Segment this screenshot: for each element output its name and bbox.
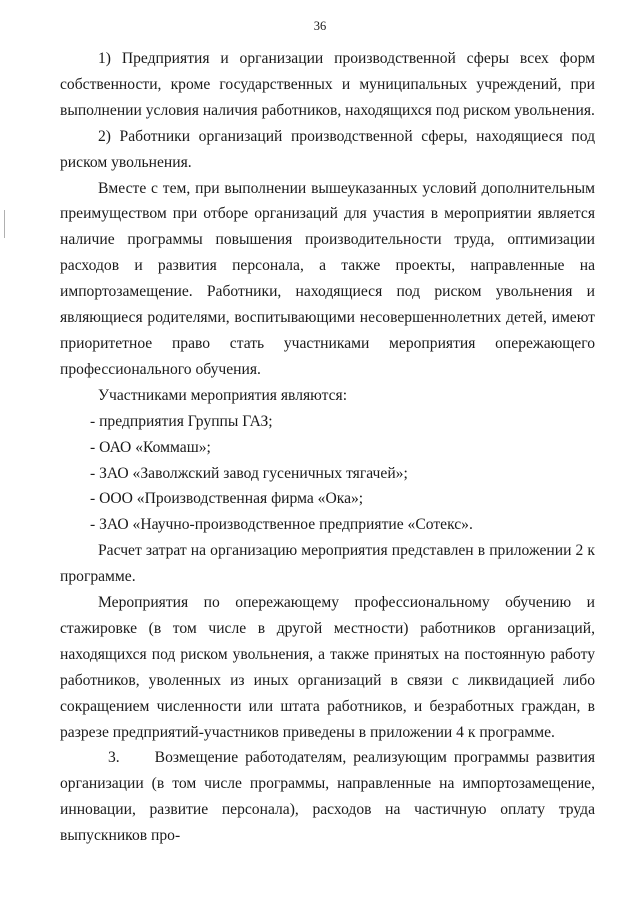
list-item: - ЗАО «Научно-производственное предприятие «Сотекс». — [90, 516, 473, 534]
numbered-paragraph: 3. Возмещение работодателям, реализующим программы развития организации (в том числе программы, направленные на импортозамещение, инновации, развитие персонала), расходов на частичную оплату труда выпускников про- — [60, 749, 599, 845]
scan-artifact-line — [4, 210, 5, 238]
page-number: 36 — [313, 19, 327, 33]
paragraph: Расчет затрат на организацию мероприятия представлен в приложении 2 к программе. — [60, 542, 595, 586]
list-item: - ЗАО «Заволжский завод гусеничных тягачей»; — [90, 464, 408, 482]
paragraph: 1) Предприятия и организации производственной сферы всех форм собственности, кроме государственных и муниципальных учреждений, при выполнении условия наличия работников, находящихся под риском увольнения. — [60, 50, 595, 119]
paragraph: Вместе с тем, при выполнении вышеуказанных условий дополнительным преимуществом при отборе организаций для участия в мероприятии является наличие программы повышения производительности труда, оптимизации расходов и развития персонала, а также проекты, направленные на импортозамещение. Работники, находящиеся под риском увольнения и являющиеся родителями, воспитывающими несовершеннолетних детей, имеют приоритетное право стать участниками мероприятия опережающего профессионального обучения. — [60, 179, 595, 378]
paragraph: 2) Работники организаций производственной сферы, находящиеся под риском увольнения. — [60, 127, 595, 171]
document-body — [60, 46, 599, 849]
paragraph: Мероприятия по опережающему профессиональному обучению и стажировке (в том числе в другой местности) работников организаций, находящихся под риском увольнения, а также принятых на постоянную работу работников, уволенных из иных организаций в связи с ликвидацией либо сокращением численности или штата работников, и безработных граждан, в разрезе предприятий-участников приведены в приложении 4 к программе. — [60, 594, 595, 741]
list-item: - предприятия Группы ГАЗ; — [90, 412, 273, 430]
paragraph: Участниками мероприятия являются: — [98, 386, 348, 404]
list-item: - ООО «Производственная фирма «Ока»; — [90, 490, 364, 508]
list-item: - ОАО «Коммаш»; — [90, 438, 211, 456]
